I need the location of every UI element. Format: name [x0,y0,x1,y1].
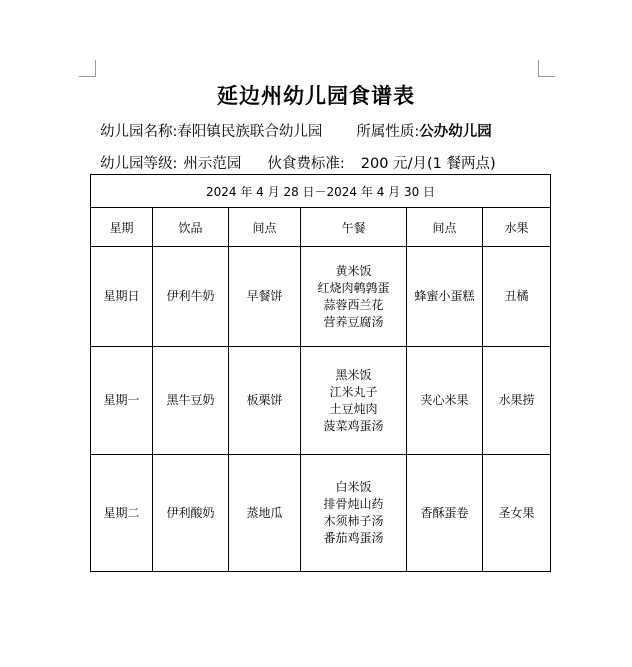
header-lunch: 午餐 [301,208,407,247]
lunch-item: 排骨炖山药 [323,497,384,511]
lunch-cell [301,455,407,572]
header-day: 星期 [91,208,153,247]
fruit-cell: 丑橘 [483,247,551,347]
drink-cell: 伊利酸奶 [153,455,229,572]
day-cell: 星期日 [91,247,153,347]
fruit-cell: 水果捞 [483,347,551,455]
header-snack: 间点 [229,208,301,247]
snack-cell: 板栗饼 [229,347,301,455]
document-title: 延边州幼儿园食谱表 [217,83,415,108]
snack-cell: 蜂蜜小蛋糕 [407,247,483,347]
lunch-item: 木须柿子汤 [323,514,384,528]
header-row [91,208,551,247]
lunch-item: 土豆炖肉 [329,401,378,416]
header-drink: 饮品 [153,208,229,247]
kindergarten-name: 春阳镇民族联合幼儿园 [177,124,323,140]
fruit-cell: 圣女果 [483,455,551,572]
nature-value: 公办幼儿园 [419,124,492,140]
nature-label: 所属性质: [356,124,420,140]
lunch-item: 营养豆腐汤 [323,314,384,329]
lunch-item: 番茄鸡蛋汤 [323,531,384,545]
drink-cell: 黑牛豆奶 [153,347,229,455]
lunch-item: 蒜蓉西兰花 [323,297,384,312]
header-snack: 间点 [407,208,483,247]
lunch-cell [301,247,407,347]
snack-cell: 香酥蛋卷 [407,455,483,572]
lunch-item: 江米丸子 [329,384,378,399]
meta-line-2 [100,152,496,173]
crop-mark-top-left [79,60,96,77]
lunch-item: 白米饭 [335,480,372,494]
grade-label: 幼儿园等级: [100,156,178,172]
day-cell: 星期一 [91,347,153,455]
table-row [91,247,551,347]
fee-label: 伙食费标准: [267,156,345,172]
drink-cell: 伊利牛奶 [153,247,229,347]
menu-table [90,174,551,572]
day-cell: 星期二 [91,455,153,572]
grade-value: 州示范园 [183,156,242,172]
lunch-cell [301,347,407,455]
snack-cell: 早餐饼 [229,247,301,347]
table-row [91,347,551,455]
crop-mark-top-right [538,60,555,77]
header-fruit: 水果 [483,208,551,247]
snack-cell: 蒸地瓜 [229,455,301,572]
snack-cell: 夹心米果 [407,347,483,455]
date-row [91,175,551,208]
lunch-item: 红烧肉鹌鹑蛋 [317,280,390,295]
fee-value: 200 元/月(1 餐两点) [360,156,496,172]
lunch-item: 菠菜鸡蛋汤 [323,418,384,433]
date-range: 2024 年 4 月 28 日－2024 年 4 月 30 日 [91,175,551,208]
lunch-item: 黄米饭 [335,263,372,278]
kindergarten-label: 幼儿园名称: [100,124,178,140]
table-row [91,455,551,572]
meta-line-1 [100,120,492,141]
lunch-item: 黑米饭 [335,367,372,382]
